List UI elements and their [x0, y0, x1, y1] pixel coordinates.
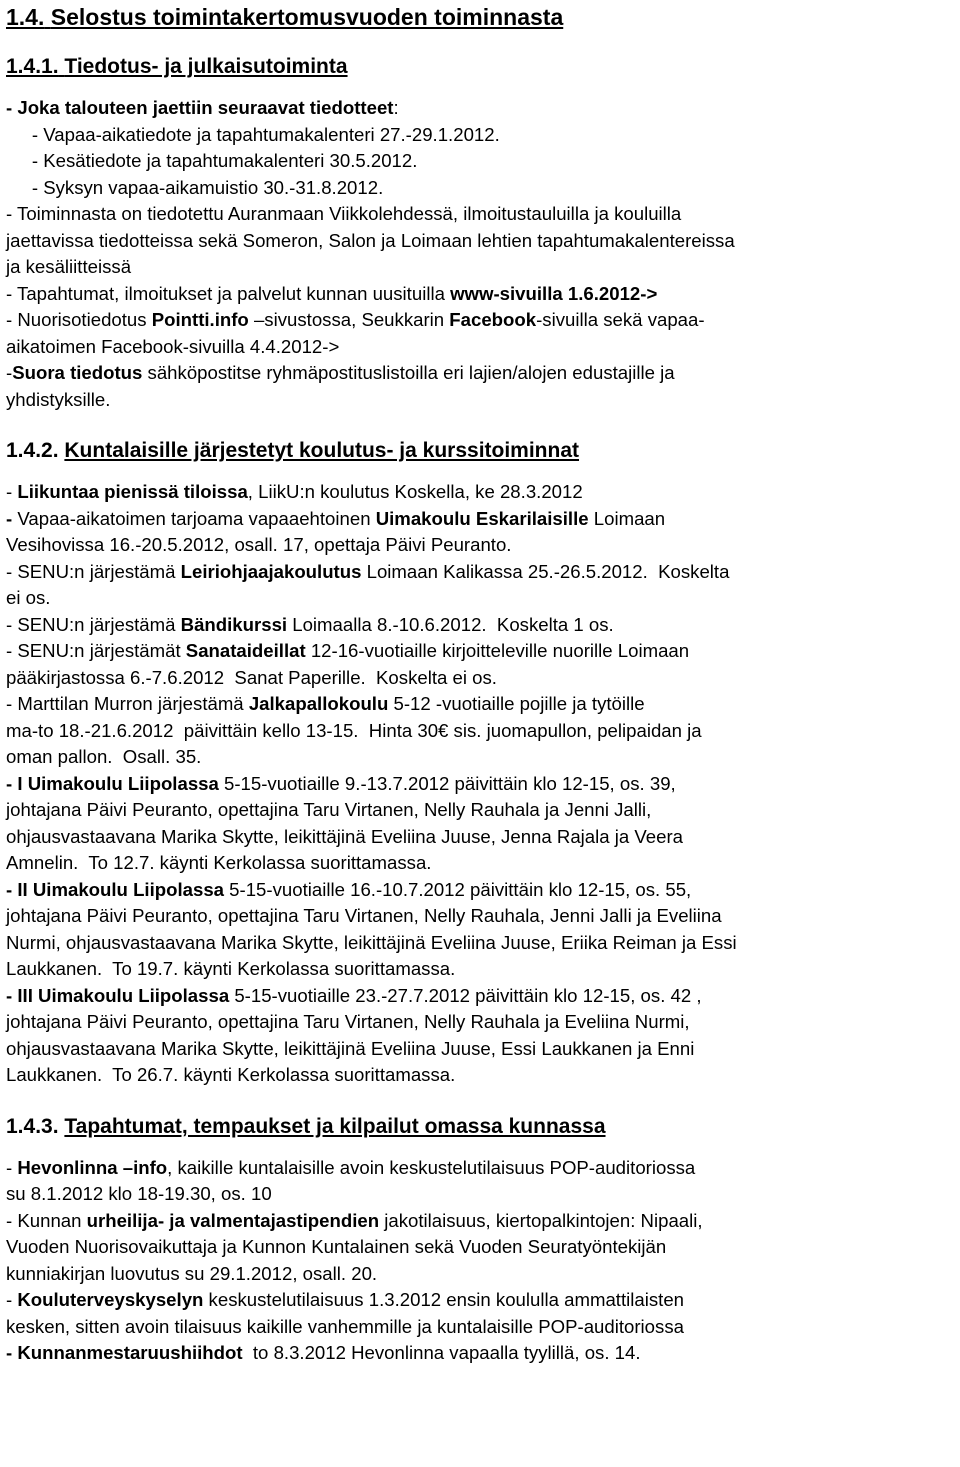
text: 5-12 -vuotiaille pojille ja tytöille: [388, 693, 645, 714]
section-title: Tiedotus- ja julkaisutoiminta: [64, 55, 348, 78]
text: - Syksyn vapaa-aikamuistio 30.-31.8.2012.: [6, 176, 384, 198]
text-line: [6, 585, 954, 612]
text-line: [6, 532, 954, 559]
text: 12-16-vuotiaille kirjoitteleville nuorille Loimaan: [305, 640, 690, 661]
text: Vuoden Nuorisovaikuttaja ja Kunnon Kuntalainen sekä Vuoden Seuratyöntekijän: [6, 1236, 667, 1257]
text: sähköpostitse ryhmäpostituslistoilla eri lajien/alojen edustajille ja: [142, 362, 675, 383]
section-body-2: [6, 479, 954, 1089]
text: Vesihovissa 16.-20.5.2012, osall. 17, opettaja Päivi Peuranto.: [6, 534, 512, 555]
bold-text: Kouluterveyskyselyn: [17, 1289, 204, 1310]
text-line: [6, 175, 954, 202]
text: ei os.: [6, 587, 51, 608]
text: johtajana Päivi Peuranto, opettajina Taru Virtanen, Nelly Rauhala ja Jenni Jalli,: [6, 799, 652, 820]
text: –sivustossa, Seukkarin: [248, 309, 450, 330]
document-page: [0, 2, 960, 1367]
text: :: [393, 97, 399, 118]
text: kunniakirjan luovutus su 29.1.2012, osall. 20.: [6, 1262, 378, 1284]
text: to 8.3.2012 Hevonlinna vapaalla tyylillä, os. 14.: [242, 1342, 641, 1363]
section-number: 1.4.2.: [6, 439, 59, 462]
text-line: [6, 718, 954, 745]
text: - Kesätiedote ja tapahtumakalenteri 30.5.2012.: [6, 150, 418, 171]
text: -: [6, 481, 18, 502]
text: -: [6, 362, 13, 383]
text-line: [6, 1314, 954, 1341]
text: jakotilaisuus, kiertopalkintojen: Nipaali,: [379, 1209, 703, 1231]
bold-text: Hevonlinna –info: [17, 1156, 168, 1178]
text: 5-15-vuotiaille 16.-10.7.2012 päivittäin klo 12-15, os. 55,: [224, 878, 692, 900]
text: - SENU:n järjestämä: [6, 613, 181, 635]
bold-text: -: [6, 507, 18, 529]
text-line: [6, 95, 954, 122]
text: - Toiminnasta on tiedotettu Auranmaan Viikkolehdessä, ilmoitustauluilla ja kouluilla: [6, 203, 682, 224]
text-line: [6, 1208, 954, 1235]
text: -: [6, 1289, 18, 1310]
text-line: [6, 281, 954, 308]
bold-text: - I Uimakoulu Liipolassa: [6, 772, 219, 794]
text-line: [6, 930, 954, 957]
text-line: [6, 201, 954, 228]
main-heading: [6, 2, 954, 32]
text-line: [6, 1062, 954, 1089]
text: Loimaan: [588, 507, 666, 529]
text: ma-to 18.-21.6.2012 päivittäin kello 13-15. Hinta 30€ sis. juomapullon, pelipaidan ja: [6, 719, 702, 741]
bold-text: - II Uimakoulu Liipolassa: [6, 878, 225, 900]
text-line: [6, 903, 954, 930]
text: 5-15-vuotiaille 9.-13.7.2012 päivittäin klo 12-15, os. 39,: [218, 772, 676, 794]
text: kesken, sitten avoin tilaisuus kaikille vanhemmille ja kuntalaisille POP-auditoriossa: [6, 1315, 684, 1337]
text: jaettavissa tiedotteissa sekä Someron, Salon ja Loimaan lehtien tapahtumakalentereissa: [6, 229, 735, 251]
text: Loimaalla 8.-10.6.2012. Koskelta 1 os.: [287, 613, 614, 635]
text: johtajana Päivi Peuranto, opettajina Taru Virtanen, Nelly Rauhala ja Eveliina Nurmi,: [6, 1011, 690, 1032]
text-line: [6, 1181, 954, 1208]
text-line: [6, 1155, 954, 1182]
text: - Kunnan: [6, 1209, 87, 1231]
bold-text: Bändikurssi: [180, 613, 288, 635]
bold-text: Sanataideillat: [185, 640, 306, 661]
text-line: [6, 1009, 954, 1036]
bold-text: Jalkapallokoulu: [248, 693, 389, 714]
text-line: [6, 334, 954, 361]
section-title: Tapahtumat, tempaukset ja kilpailut omassa kunnassa: [64, 1114, 606, 1138]
text-line: [6, 612, 954, 639]
bold-text: www-sivuilla 1.6.2012->: [450, 282, 658, 304]
text-line: [6, 1036, 954, 1063]
text: - SENU:n järjestämä: [6, 560, 181, 582]
section-heading-2: [6, 437, 954, 465]
text-line: [6, 122, 954, 149]
bold-text: Uimakoulu Eskarilaisille: [375, 507, 589, 529]
text-line: [6, 744, 954, 771]
text-line: [6, 559, 954, 586]
text-line: [6, 665, 954, 692]
text: 5-15-vuotiaille 23.-27.7.2012 päivittäin klo 12-15, os. 42 ,: [229, 984, 702, 1006]
text: - Tapahtumat, ilmoitukset ja palvelut kunnan uusituilla: [6, 282, 451, 304]
text-line: [6, 638, 954, 665]
section-number: 1.4.1.: [6, 55, 59, 78]
text: ja kesäliitteissä: [6, 256, 132, 277]
text: - Vapaa-aikatiedote ja tapahtumakalenteri 27.-29.1.2012.: [6, 123, 500, 145]
text: keskustelutilaisuus 1.3.2012 ensin koululla ammattilaisten: [203, 1289, 684, 1310]
text: - SENU:n järjestämät: [6, 640, 186, 661]
text: Loimaan Kalikassa 25.-26.5.2012. Koskelta: [361, 560, 730, 582]
bold-text: Leiriohjaajakoulutus: [180, 560, 362, 582]
section-title: Kuntalaisille järjestetyt koulutus- ja kurssitoiminnat: [64, 439, 580, 462]
text-line: [6, 506, 954, 533]
text: - Nuorisotiedotus: [6, 309, 152, 330]
text-line: [6, 228, 954, 255]
text: johtajana Päivi Peuranto, opettajina Taru Virtanen, Nelly Rauhala, Jenni Jalli ja Eveliina: [6, 905, 722, 926]
text: yhdistyksille.: [6, 388, 111, 410]
main-heading-number: 1.4.: [6, 4, 45, 30]
bold-text: Facebook: [449, 309, 537, 330]
text-line: [6, 360, 954, 387]
text: pääkirjastossa 6.-7.6.2012 Sanat Paperille. Koskelta ei os.: [6, 666, 497, 688]
bold-text: Liikuntaa pienissä tiloissa: [17, 481, 248, 502]
section-heading-3: [6, 1113, 954, 1141]
text-line: [6, 479, 954, 506]
text-line: [6, 307, 954, 334]
text: Vapaa-aikatoimen tarjoama vapaaehtoinen: [17, 507, 376, 529]
section-body-1: [6, 95, 954, 413]
text-line: [6, 1234, 954, 1261]
text: Amnelin. To 12.7. käynti Kerkolassa suorittamassa.: [6, 852, 432, 873]
text: - Marttilan Murron järjestämä: [6, 693, 249, 714]
text-line: [6, 691, 954, 718]
text-line: [6, 148, 954, 175]
section-number: 1.4.3.: [6, 1114, 59, 1138]
bold-text: Suora tiedotus: [12, 362, 143, 383]
text-line: [6, 850, 954, 877]
bold-text: Pointti.info: [151, 309, 249, 330]
text: su 8.1.2012 klo 18-19.30, os. 10: [6, 1183, 272, 1204]
section-heading-1: [6, 53, 954, 81]
text: Laukkanen. To 19.7. käynti Kerkolassa suorittamassa.: [6, 958, 456, 979]
text-line: [6, 1340, 954, 1367]
text: -: [6, 1156, 18, 1178]
text: , LiikU:n koulutus Koskella, ke 28.3.2012: [247, 481, 583, 502]
text-line: [6, 956, 954, 983]
text: ohjausvastaavana Marika Skytte, leikittäjinä Eveliina Juuse, Essi Laukkanen ja Enni: [6, 1037, 695, 1059]
text-line: [6, 797, 954, 824]
text-line: [6, 983, 954, 1010]
bold-text: urheilija- ja valmentajastipendien: [86, 1209, 380, 1231]
bold-text: - Kunnanmestaruushiihdot: [6, 1342, 243, 1363]
text: Laukkanen. To 26.7. käynti Kerkolassa suorittamassa.: [6, 1064, 456, 1085]
text: -sivuilla sekä vapaa-: [536, 309, 705, 330]
text: aikatoimen Facebook-sivuilla 4.4.2012->: [6, 335, 340, 357]
text: Nurmi, ohjausvastaavana Marika Skytte, leikittäjinä Eveliina Juuse, Eriika Reiman ja Essi: [6, 931, 737, 953]
bold-text: - III Uimakoulu Liipolassa: [6, 984, 230, 1006]
main-heading-title: Selostus toimintakertomusvuoden toiminnasta: [50, 4, 564, 30]
text: , kaikille kuntalaisille avoin keskustelutilaisuus POP-auditoriossa: [167, 1156, 696, 1178]
text-line: [6, 877, 954, 904]
text-line: [6, 771, 954, 798]
text: oman pallon. Osall. 35.: [6, 746, 202, 767]
text-line: [6, 1261, 954, 1288]
bold-text: - Joka talouteen jaettiin seuraavat tiedotteet: [6, 97, 394, 118]
text: ohjausvastaavana Marika Skytte, leikittäjinä Eveliina Juuse, Jenna Rajala ja Veera: [6, 825, 683, 847]
section-body-3: [6, 1155, 954, 1367]
text-line: [6, 254, 954, 281]
text-line: [6, 824, 954, 851]
text-line: [6, 1287, 954, 1314]
text-line: [6, 387, 954, 414]
